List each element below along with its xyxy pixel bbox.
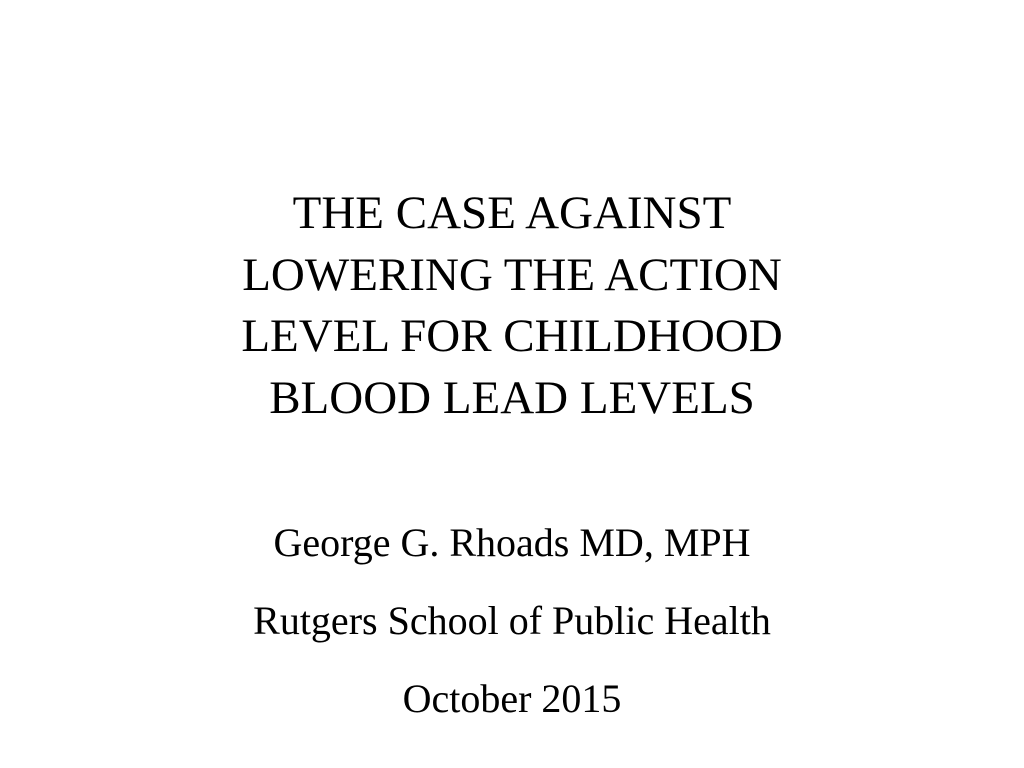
title-line-4: BLOOD LEAD LEVELS	[269, 371, 755, 424]
author-name: George G. Rhoads MD, MPH	[273, 520, 751, 565]
slide-title	[0, 183, 1024, 429]
title-line-1: THE CASE AGAINST	[292, 187, 732, 239]
author-affiliation: Rutgers School of Public Health	[253, 598, 771, 643]
title-line-2: LOWERING THE ACTION	[242, 248, 782, 301]
presentation-date: October 2015	[402, 676, 622, 721]
title-line-3: LEVEL FOR CHILDHOOD	[241, 310, 783, 362]
